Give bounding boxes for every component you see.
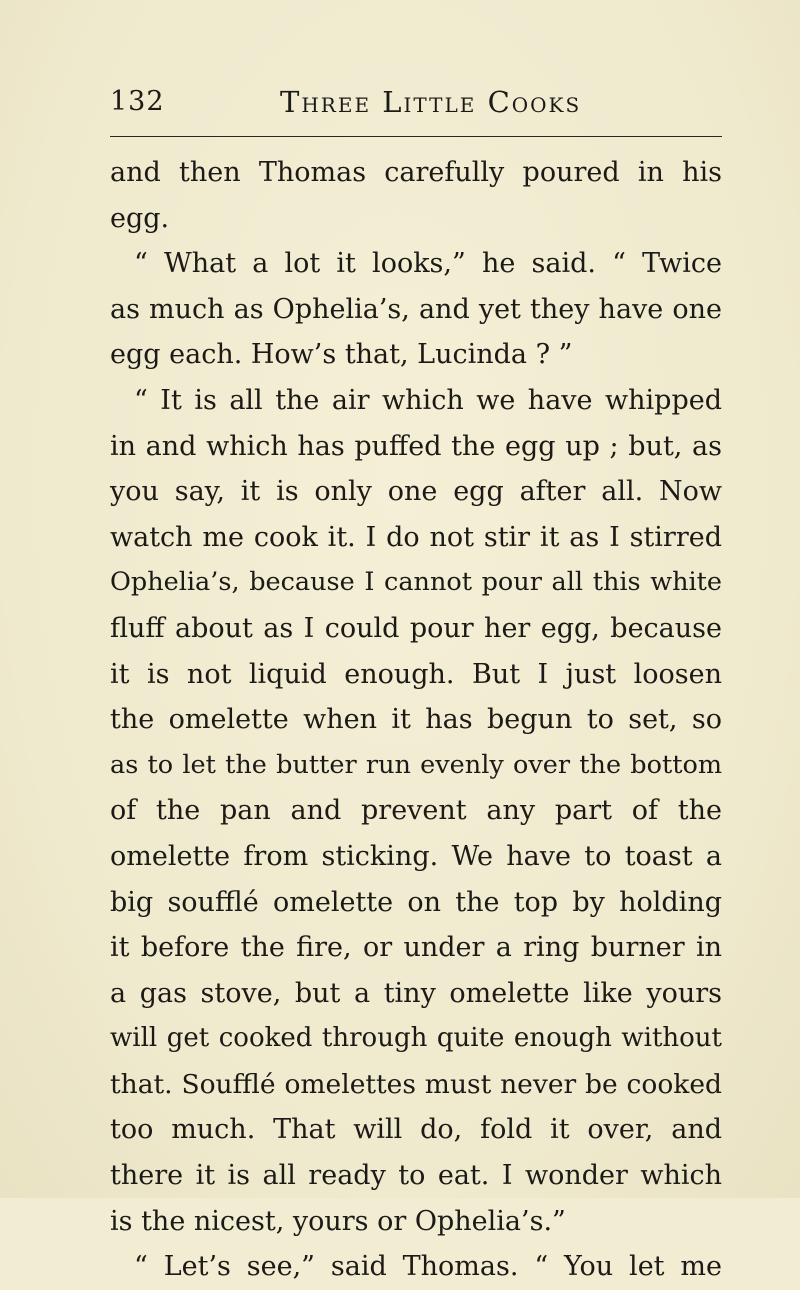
text-line: it is not liquid enough. But I just loosen [110,658,722,690]
text-line: big soufflé omelette on the top by holding [110,886,722,918]
text-line: and then Thomas carefully poured in his [110,157,722,188]
text-line: “ It is all the air which we have whipped [134,384,722,416]
running-title: Three Little Cooks [280,85,582,119]
text-line: too much. That will do, fold it over, and [110,1114,722,1146]
page-header [110,82,720,122]
text-line: the omelette when it has begun to set, so [110,704,722,736]
text-line: that. Soufflé omelettes must never be cooked [110,1068,722,1100]
header-rule [110,136,722,137]
text-line: a gas stove, but a tiny omelette like yours [110,977,722,1009]
text-line: as much as Ophelia’s, and yet they have one [110,293,722,325]
text-line: as to let the butter run evenly over the bottom [110,749,722,780]
text-line: it before the fire, or under a ring burner in [110,932,722,964]
page-number: 132 [110,86,165,117]
text-line: in and which has puffed the egg up ; but, as [110,430,722,462]
text-line: watch me cook it. I do not stir it as I stirred [110,521,722,553]
text-line: fluff about as I could pour her egg, because [110,612,722,644]
text-line: “ What a lot it looks,” he said. “ Twice [134,248,722,280]
text-line: of the pan and prevent any part of the [110,795,722,827]
text-line: omelette from sticking. We have to toast a [110,840,722,872]
text-line: Ophelia’s, because I cannot pour all this white [110,567,722,598]
text-line: egg. [110,202,170,234]
text-line: is the nicest, yours or Ophelia’s.” [110,1205,566,1237]
body-text [110,150,722,1290]
text-line: there it is all ready to eat. I wonder which [110,1160,722,1192]
text-line: you say, it is only one egg after all. Now [110,476,722,508]
text-line: will get cooked through quite enough without [110,1023,722,1054]
text-line: “ Let’s see,” said Thomas. “ You let me [134,1251,722,1283]
text-line: egg each. How’s that, Lucinda ? ” [110,339,573,371]
